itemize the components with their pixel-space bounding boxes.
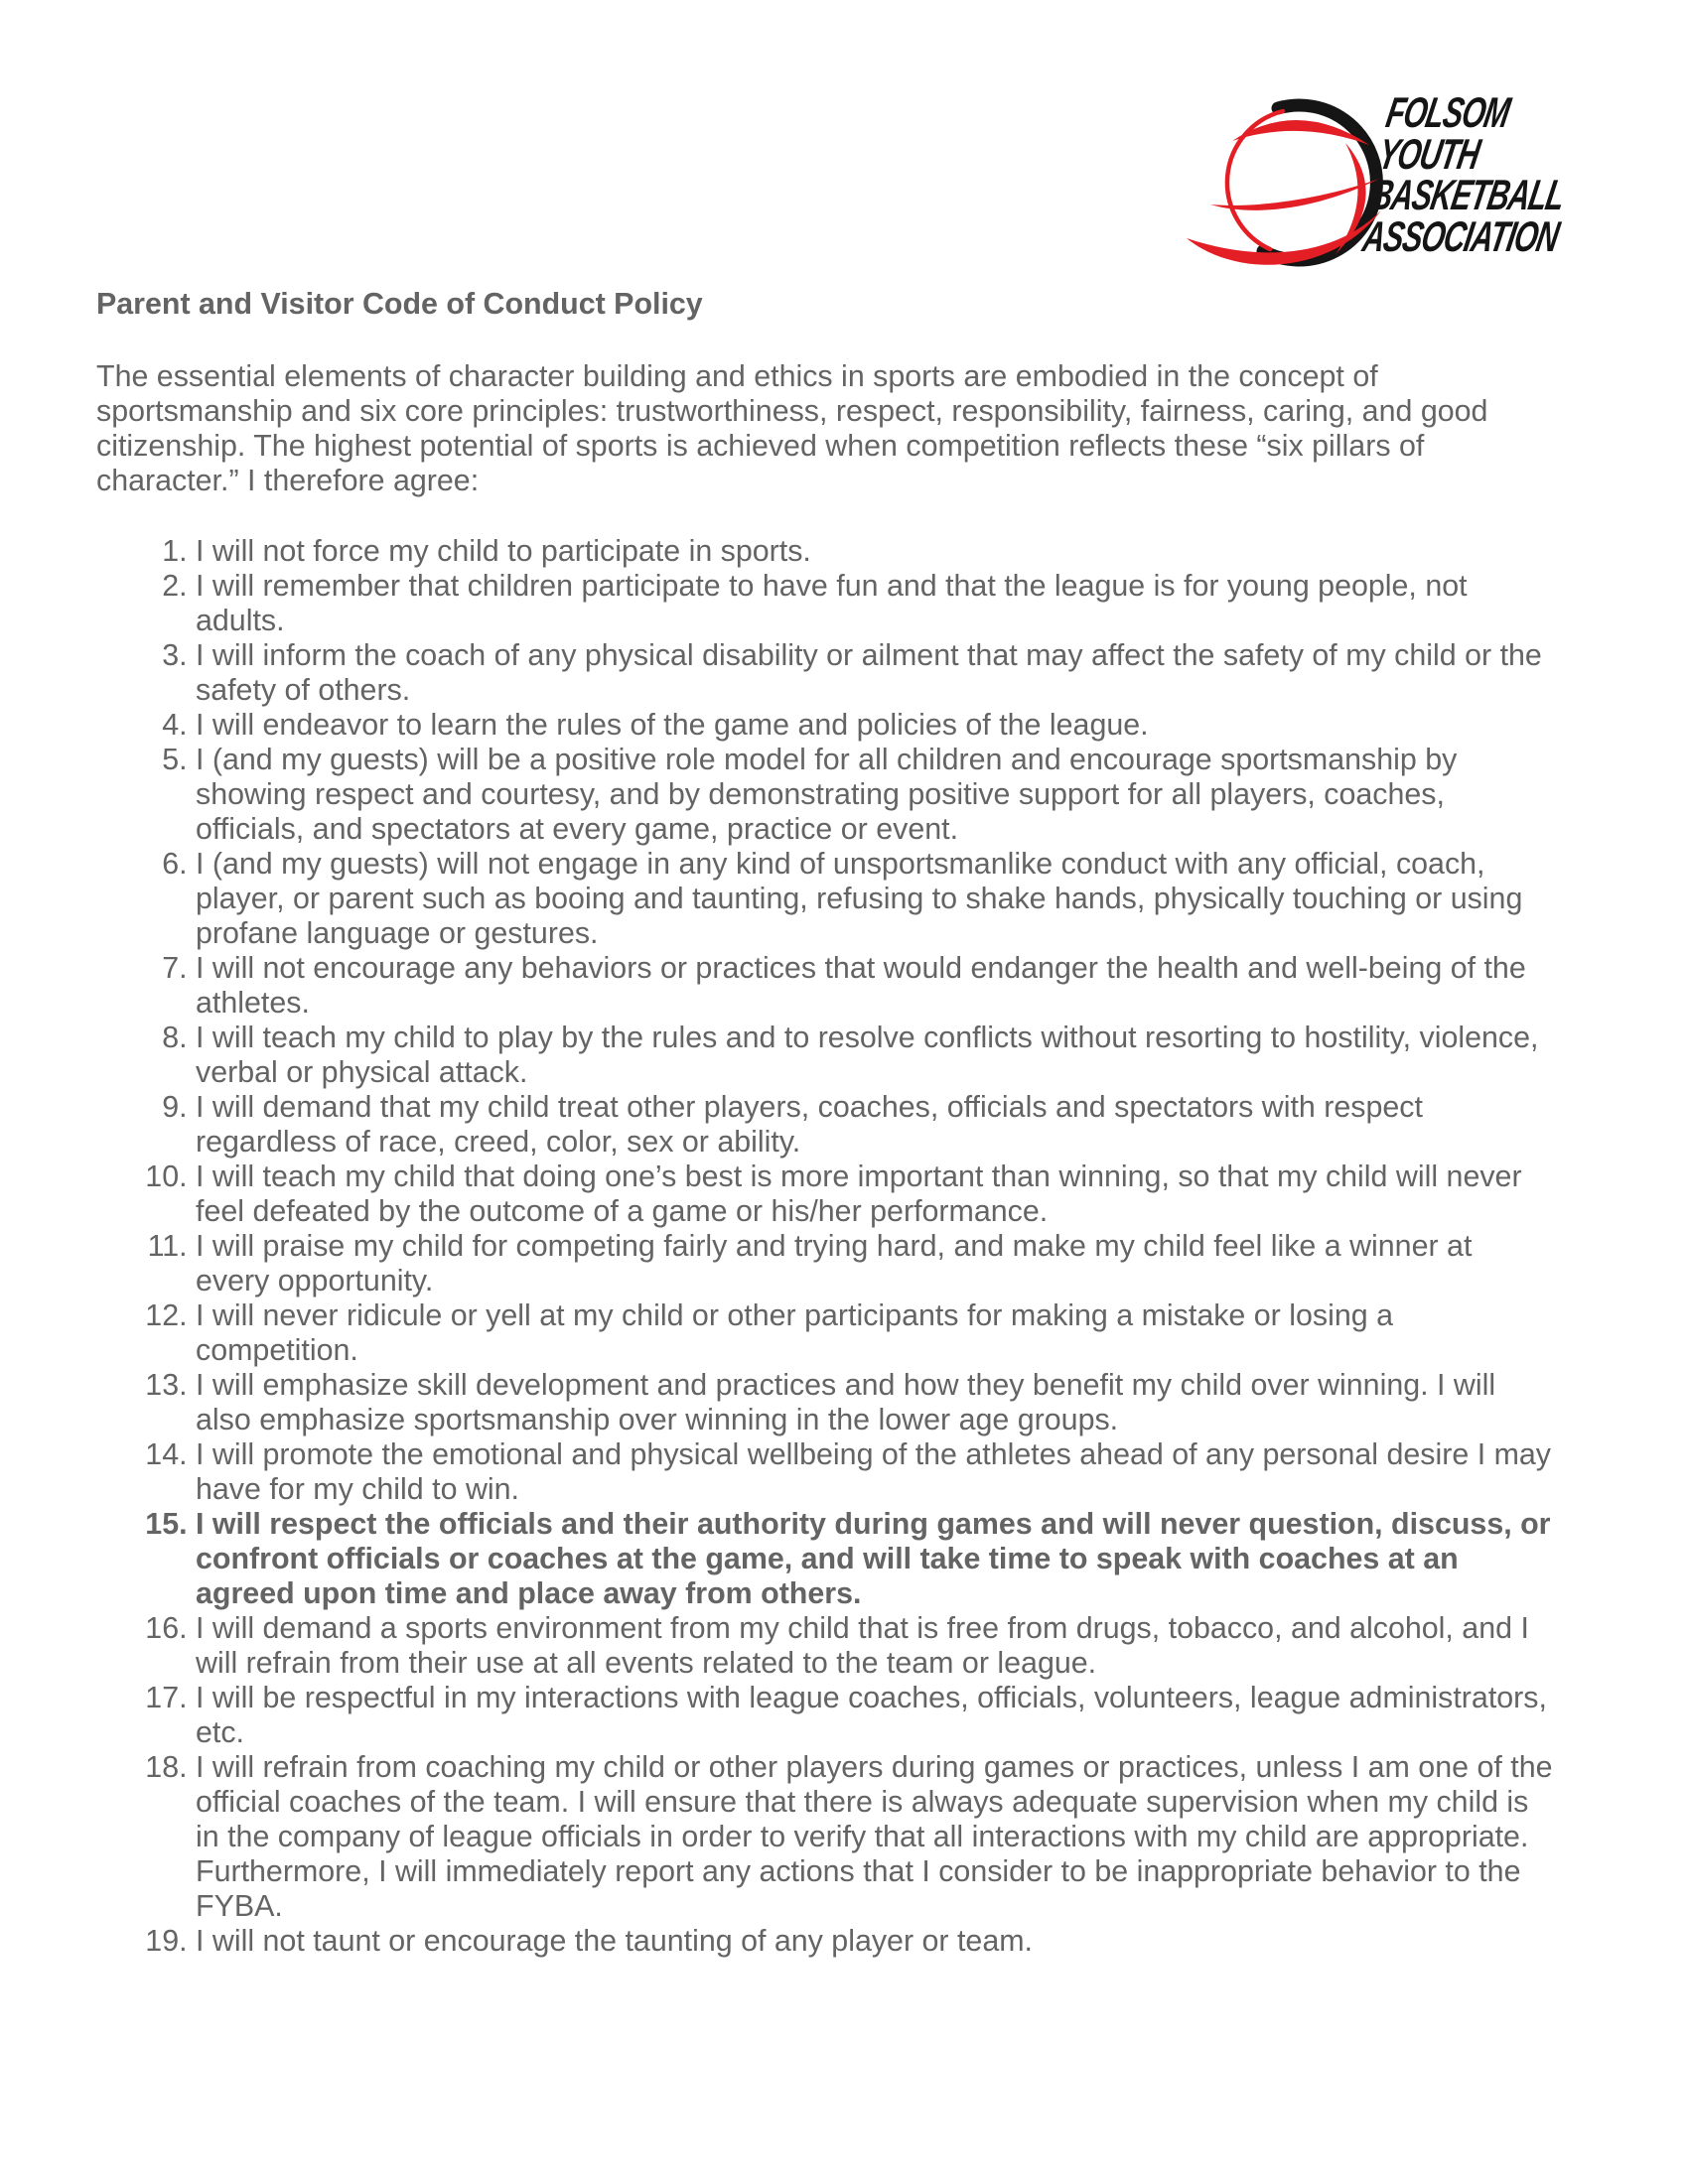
list-item: 9. I will demand that my child treat other players, coaches, officials and spectators with respect regardless of race, creed, color, sex or ability.: [196, 1090, 1554, 1160]
list-item: 8. I will teach my child to play by the rules and to resolve conflicts without resorting to hostility, violence, verbal or physical attack.: [196, 1021, 1554, 1090]
list-item: 17. I will be respectful in my interactions with league coaches, officials, volunteers, league administrators, etc.: [196, 1681, 1554, 1750]
list-item: 19. I will not taunt or encourage the taunting of any player or team.: [196, 1924, 1554, 1959]
list-item: 4. I will endeavor to learn the rules of the game and policies of the league.: [196, 708, 1554, 743]
list-item: 10. I will teach my child that doing one’s best is more important than winning, so that my child will never feel defeated by the outcome of a game or his/her performance.: [196, 1160, 1554, 1229]
logo-line-2: YOUTH: [1374, 130, 1483, 179]
list-item: 13. I will emphasize skill development and practices and how they benefit my child over winning. I will also emphasize sportsmanship over winning in the lower age groups.: [196, 1368, 1554, 1437]
intro-paragraph: The essential elements of character building and ethics in sports are embodied in the concept of sportsmanship and six core principles: trustworthiness, respect, responsibility, fairness, caring, and good citizenship. The highest potential of sports is achieved when competition reflects these “six pillars of character.” I therefore agree:: [96, 359, 1488, 497]
list-item: 16. I will demand a sports environment from my child that is free from drugs, tobacco, and alcohol, and I will refrain from their use at all events related to the team or league.: [196, 1611, 1554, 1681]
list-item: 11. I will praise my child for competing fairly and trying hard, and make my child feel like a winner at every opportunity.: [196, 1229, 1554, 1298]
conduct-list: [96, 534, 1554, 1959]
list-item: 7. I will not encourage any behaviors or practices that would endanger the health and well-being of the athletes.: [196, 951, 1554, 1021]
list-item: 1. I will not force my child to participate in sports.: [196, 534, 1554, 569]
logo-line-4: ASSOCIATION: [1358, 212, 1563, 261]
logo-line-1: FOLSOM: [1382, 89, 1513, 137]
list-item: 18. I will refrain from coaching my child or other players during games or practices, unless I am one of the official coaches of the team. I will ensure that there is always adequate supervision when my child is in the company of league officials in order to verify that all interactions with my child are appropriate. Furthermore, I will immediately report any actions that I consider to be inappropriate behavior to the FYBA.: [196, 1750, 1554, 1924]
list-item: 5. I (and my guests) will be a positive role model for all children and encourage sportsmanship by showing respect and courtesy, and by demonstrating positive support for all players, coaches, officials, and spectators at every game, practice or event.: [196, 743, 1554, 847]
list-item: 12. I will never ridicule or yell at my child or other participants for making a mistake or losing a competition.: [196, 1298, 1554, 1368]
list-item: 2. I will remember that children participate to have fun and that the league is for young people, not adults.: [196, 569, 1554, 638]
list-item: 15. I will respect the officials and their authority during games and will never question, discuss, or confront officials or coaches at the game, and will take time to speak with coaches at an agreed upon time and place away from others.: [196, 1507, 1554, 1611]
list-item: 14. I will promote the emotional and physical wellbeing of the athletes ahead of any personal desire I may have for my child to win.: [196, 1437, 1554, 1507]
logo-line-3: BASKETBALL: [1366, 172, 1569, 219]
list-item: 6. I (and my guests) will not engage in any kind of unsportsmanlike conduct with any official, coach, player, or parent such as booing and taunting, refusing to shake hands, physically touching or using profane language or gestures.: [196, 847, 1554, 951]
page-title: Parent and Visitor Code of Conduct Policy: [96, 287, 703, 321]
list-item: 3. I will inform the coach of any physical disability or ailment that may affect the safety of my child or the safety of others.: [196, 638, 1554, 708]
